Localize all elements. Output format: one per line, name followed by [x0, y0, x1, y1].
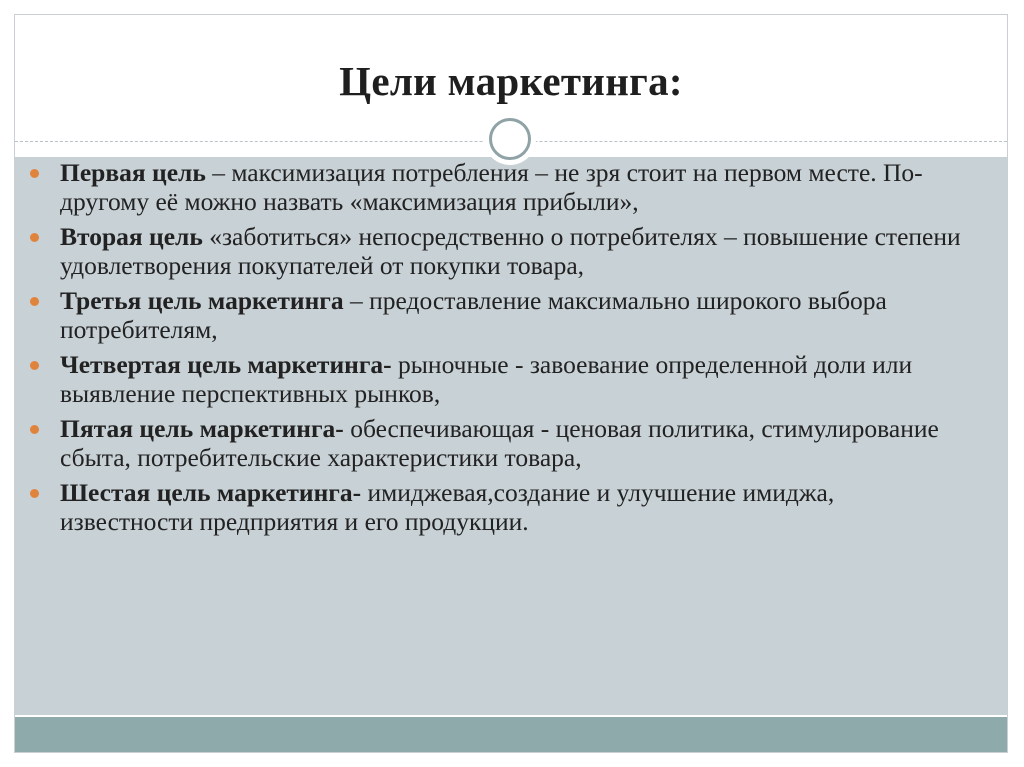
- goal-lead: Шестая цель маркетинга-: [60, 478, 362, 507]
- footer-band: [15, 717, 1007, 753]
- goals-list: [28, 158, 968, 542]
- list-item: [28, 414, 968, 472]
- goal-text: – максимизация потребления – не зря стоит на первом месте. По-другому её можно назвать «максимизация прибыли»,: [60, 158, 923, 216]
- goal-lead: Четвертая цель маркетинга-: [60, 350, 392, 379]
- goal-text: – предоставление максимально широкого выбора потребителям,: [60, 286, 887, 344]
- bullet-dot-icon: [30, 233, 39, 242]
- list-item: [28, 478, 968, 536]
- ring-inner-circle: [489, 118, 531, 160]
- list-item: [28, 158, 968, 216]
- bullet-dot-icon: [30, 489, 39, 498]
- bullet-dot-icon: [30, 361, 39, 370]
- slide-title: Цели маркетинга:: [339, 58, 683, 104]
- goal-lead: Пятая цель маркетинга-: [60, 414, 344, 443]
- list-item: [28, 222, 968, 280]
- goal-text: рыночные - завоевание определенной доли или выявление перспективных рынков,: [60, 350, 913, 408]
- list-item: [28, 286, 968, 344]
- goal-text: «заботиться» непосредственно о потребителях – повышение степени удовлетворения покупателей от покупки товара,: [60, 222, 961, 280]
- list-item: [28, 350, 968, 408]
- goal-lead: Третья цель маркетинга: [60, 286, 344, 315]
- bullet-dot-icon: [30, 297, 39, 306]
- goal-lead: Вторая цель: [60, 222, 203, 251]
- bullet-dot-icon: [30, 425, 39, 434]
- goal-text: обеспечивающая - ценовая политика, стимулирование сбыта, потребительские характеристики товара,: [60, 414, 939, 472]
- bullet-dot-icon: [30, 169, 39, 178]
- goal-lead: Первая цель: [60, 158, 206, 187]
- goal-text: имиджевая,создание и улучшение имиджа, известности предприятия и его продукции.: [60, 478, 835, 536]
